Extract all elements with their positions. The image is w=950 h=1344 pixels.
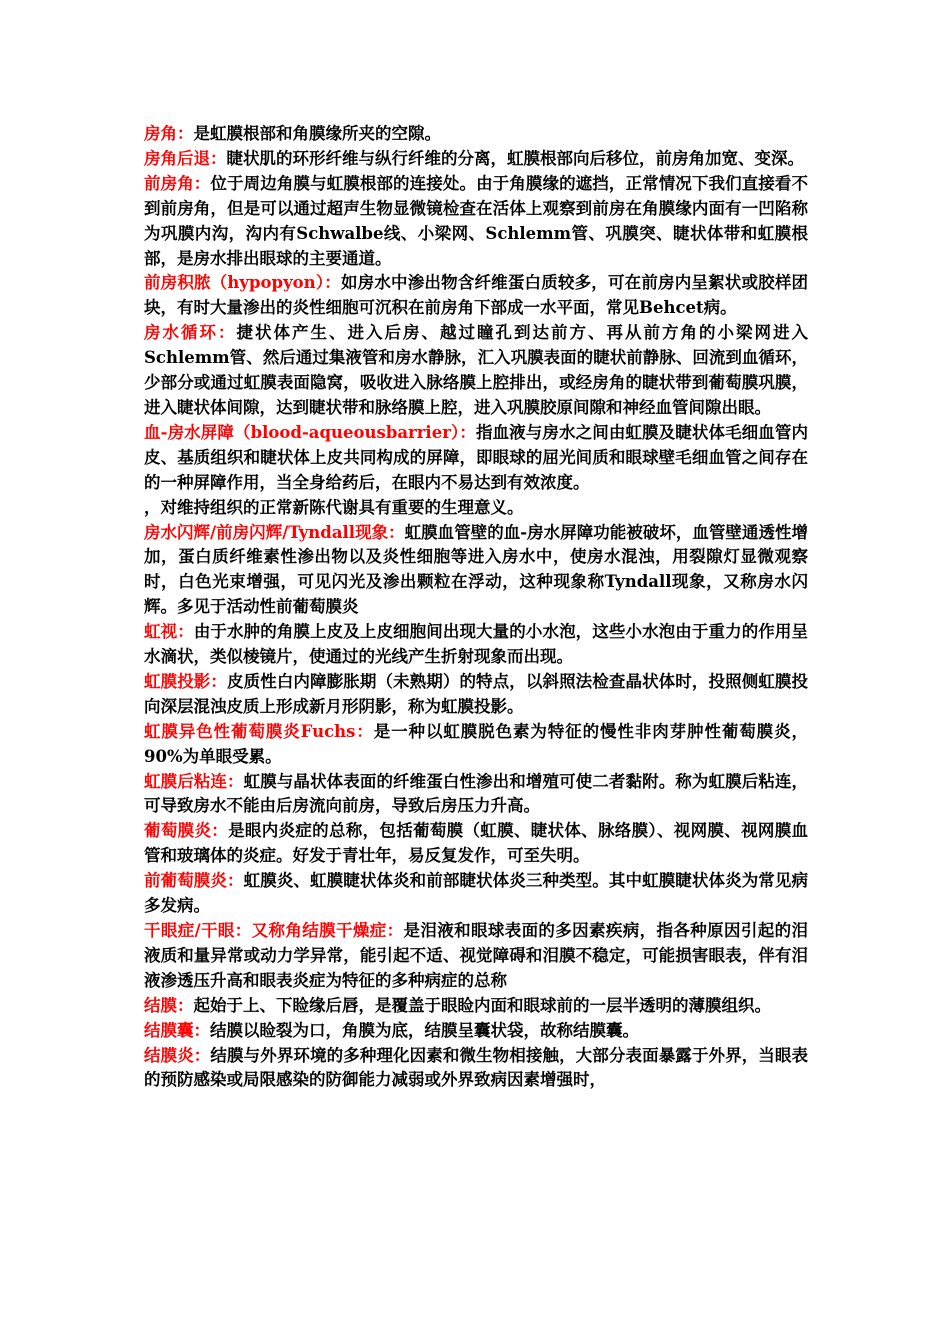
term-label: 干眼症/干眼：又称角结膜干燥症： xyxy=(144,921,404,940)
definition-text: 指血液与房水之间由虹膜及睫状体毛细血管内皮、基质组织和睫状体上皮共同构成的屏障，即眼球的屈光间质和眼球壁毛细血管之间存在的一种屏障作用，当全身给药后，在眼内不易达到有效浓度。 xyxy=(144,422,809,492)
definition-text: 虹膜血管壁的血-房水屏障功能被破坏，血管壁通透性增加，蛋白质纤维素性渗出物以及炎性细胞等进入房水中，使房水混浊，用裂隙灯显微观察时，白色光束增强，可见闪光及渗出颗粒在浮动，这种现象称Tyndall现象，又称房水闪辉。多见于活动性前葡萄膜炎 xyxy=(144,522,808,617)
definition-text: 虹膜炎、虹膜睫状体炎和前部睫状体炎三种类型。其中虹膜睫状体炎为常见病多发病。 xyxy=(144,871,809,916)
entry-continuation xyxy=(144,496,808,521)
entry-blood-aqueous-barrier xyxy=(144,421,808,496)
entry-fangshui-xunhuan xyxy=(144,321,808,421)
entry-jiemonang xyxy=(144,1019,808,1044)
term-label: 结膜炎： xyxy=(144,1045,211,1065)
term-label: 虹视： xyxy=(144,622,194,642)
term-label: 前房角： xyxy=(144,173,211,193)
entry-jiemoyan xyxy=(144,1044,808,1094)
definition-text: 是泪液和眼球表面的多因素疾病，指各种原因引起的泪液质和量异常或动力学异常，能引起不适、视觉障碍和泪膜不稳定，可能损害眼表，伴有泪液渗透压升高和眼表炎症为特征的多种病症的总称 xyxy=(144,921,809,990)
definition-text: 虹膜与晶状体表面的纤维蛋白性渗出和增殖可使二者黏附。称为虹膜后粘连，可导致房水不能由后房流向前房，导致后房压力升高。 xyxy=(144,771,809,816)
entry-fuchs xyxy=(144,720,808,770)
definition-text: 是眼内炎症的总称，包括葡萄膜（虹膜、睫状体、脉络膜）、视网膜、视网膜血管和玻璃体的炎症。好发于青壮年，易反复发作，可至失明。 xyxy=(144,821,809,866)
entry-hongmo-hou-zhanlian xyxy=(144,770,808,820)
entry-putaomoyan xyxy=(144,819,808,869)
entry-ganyanzheng xyxy=(144,919,808,994)
definition-text: 起始于上、下睑缘后唇，是覆盖于眼睑内面和眼球前的一层半透明的薄膜组织。 xyxy=(193,995,771,1015)
term-label: 虹膜后粘连： xyxy=(144,771,244,791)
entry-hongmo-touying xyxy=(144,670,808,720)
entry-hypopyon xyxy=(144,271,808,321)
term-label: 房角： xyxy=(144,124,194,143)
definition-text: 皮质性白内障膨胀期（未熟期）的特点，以斜照法检查晶状体时，投照侧虹膜投向深层混浊皮质上形成新月形阴影，称为虹膜投影。 xyxy=(144,671,809,716)
definition-text: 结膜与外界环境的多种理化因素和微生物相接触，大部分表面暴露于外界，当眼表的预防感染或局限感染的防御能力减弱或外界致病因素增强时， xyxy=(144,1045,809,1090)
term-label: 房水循环： xyxy=(144,323,237,343)
term-label: 前房积脓（hypopyon）： xyxy=(144,273,341,293)
entry-qian-putaomoyan xyxy=(144,869,808,919)
entry-jiemo xyxy=(144,994,808,1019)
entry-tyndall xyxy=(144,521,808,621)
term-label: 葡萄膜炎： xyxy=(144,821,229,841)
definition-text: 是一种以虹膜脱色素为特征的慢性非肉芽肿性葡萄膜炎，90%为单眼受累。 xyxy=(144,721,808,766)
definition-text: 是虹膜根部和角膜缘所夹的空隙。 xyxy=(193,124,441,143)
term-label: 前葡萄膜炎： xyxy=(144,871,244,891)
term-label: 血-房水屏障（blood-aqueousbarrier）： xyxy=(144,422,476,442)
definition-text: 捷状体产生、进入后房、越过瞳孔到达前方、再从前方角的小梁网进入Schlemm管、然后通过集液管和房水静脉，汇入巩膜表面的睫状前静脉、回流到血循环，少部分或通过虹膜表面隐窝，吸收进入脉络膜上腔排出，或经房角的睫状带到葡萄膜巩膜，进入睫状体间隙，达到睫状带和脉络膜上腔，进入巩膜胶原间隙和神经血管间隙出眼。 xyxy=(144,323,808,417)
definition-text: 由于水肿的角膜上皮及上皮细胞间出现大量的小水泡，这些小水泡由于重力的作用呈水滴状，类似棱镜片，使通过的光线产生折射现象而出现。 xyxy=(144,622,809,667)
definition-text: ，对维持组织的正常新陈代谢具有重要的生理意义。 xyxy=(144,497,524,517)
term-label: 结膜： xyxy=(144,995,194,1015)
entry-fangjiao xyxy=(144,122,808,147)
term-label: 结膜囊： xyxy=(144,1020,210,1040)
definition-text: 如房水中渗出物含纤维蛋白质较多，可在前房内呈絮状或胶样团块，有时大量渗出的炎性细胞可沉积在前房角下部成一水平面，常见Behcet病。 xyxy=(144,273,809,318)
entry-fangjiao-houtui xyxy=(144,147,808,172)
definition-text: 睫状肌的环形纤维与纵行纤维的分离，虹膜根部向后移位，前房角加宽、变深。 xyxy=(226,148,804,168)
definition-text: 结膜以睑裂为口，角膜为底，结膜呈囊状袋，故称结膜囊。 xyxy=(210,1020,639,1040)
term-label: 虹膜异色性葡萄膜炎Fuchs： xyxy=(144,721,374,741)
term-label: 虹膜投影： xyxy=(144,671,228,691)
term-label: 房角后退： xyxy=(144,148,227,168)
term-label: 房水闪辉/前房闪辉/Tyndall现象： xyxy=(144,522,405,542)
definition-text: 位于周边角膜与虹膜根部的连接处。由于角膜缘的遮挡，正常情况下我们直接看不到前房角，但是可以通过超声生物显微镜检查在活体上观察到前房在角膜缘内面有一凹陷称为巩膜内沟，沟内有Schwalbe线、小梁网、Schlemm管、巩膜突、睫状体带和虹膜根部，是房水排出眼球的主要通道。 xyxy=(144,173,809,268)
entry-qianfangjiao xyxy=(144,172,808,272)
document-body xyxy=(144,122,808,1093)
entry-hongshi xyxy=(144,620,808,670)
